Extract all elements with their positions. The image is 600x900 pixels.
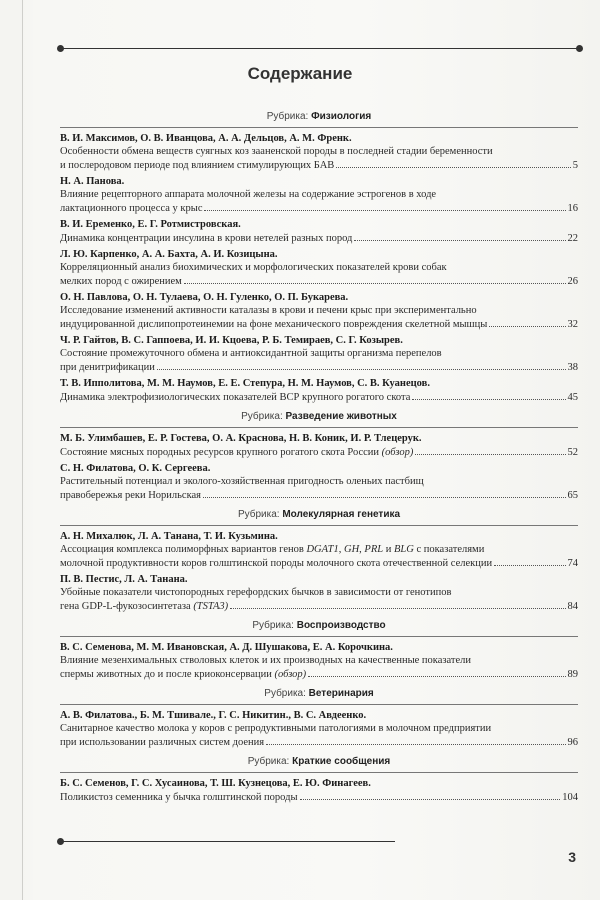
entry-title-note: (обзор) bbox=[274, 669, 307, 680]
rubric-prefix: Рубрика: bbox=[237, 509, 280, 520]
rubric-prefix: Рубрика: bbox=[247, 756, 290, 767]
rubric-prefix: Рубрика: bbox=[266, 111, 309, 122]
entry-page-number: 52 bbox=[567, 447, 578, 458]
entry-title-line: Особенности обмена веществ суягных коз зааненской породы в последней стадии беременности bbox=[60, 146, 493, 157]
entry-page-number: 96 bbox=[567, 737, 578, 748]
entry-title-end bbox=[60, 791, 298, 804]
entry-title-text: при использовании различных систем доения bbox=[60, 737, 265, 748]
entry-title-end bbox=[60, 391, 410, 404]
rubric-prefix: Рубрика: bbox=[252, 620, 294, 631]
entry-last-line bbox=[60, 360, 578, 374]
title-fragment: с показателями bbox=[413, 544, 485, 555]
entry-title-note: (обзор) bbox=[381, 447, 414, 458]
toc-entry[interactable] bbox=[60, 334, 578, 374]
dot-leader bbox=[415, 445, 565, 455]
entry-title-line: Убойные показатели чистопородных герефордских бычков в зависимости от генотипов bbox=[60, 587, 452, 598]
dot-leader bbox=[204, 201, 565, 211]
entry-last-line bbox=[60, 735, 578, 749]
entry-authors: В. И. Еременко, Е. Г. Ротмистровская. bbox=[60, 219, 241, 230]
dot-leader bbox=[489, 317, 565, 327]
gene-name: GH bbox=[344, 544, 360, 555]
previous-page-edge bbox=[0, 0, 23, 900]
entry-last-line bbox=[60, 390, 578, 404]
gene-name: DGAT1 bbox=[306, 544, 339, 555]
section-divider bbox=[60, 636, 578, 637]
top-rule-right-dot bbox=[576, 45, 583, 52]
rubric-name: Физиология bbox=[311, 111, 372, 122]
entry-title-text: лактационного процесса у крыс bbox=[60, 203, 203, 214]
entry-page-number: 84 bbox=[567, 601, 578, 612]
toc-entry[interactable] bbox=[60, 709, 578, 749]
dot-leader bbox=[494, 556, 565, 566]
entry-title-line: Растительный потенциал и эколого-хозяйственная пригодность оленьих пастбищ bbox=[60, 476, 424, 487]
dot-leader bbox=[412, 390, 565, 400]
entry-last-line bbox=[60, 556, 578, 570]
top-rule bbox=[60, 48, 580, 49]
entry-last-line bbox=[60, 599, 578, 613]
toc-entry[interactable] bbox=[60, 777, 578, 804]
rubric-heading bbox=[60, 507, 578, 522]
dot-leader bbox=[266, 735, 565, 745]
toc-entry[interactable] bbox=[60, 530, 578, 570]
entry-page-number: 5 bbox=[572, 160, 578, 171]
entry-title-text: индуцированной дислипопротеинемии на фоне механического повреждения скелетной мышцы bbox=[60, 319, 488, 330]
entry-title-end bbox=[60, 232, 352, 245]
title-fragment: и bbox=[383, 544, 394, 555]
entry-title-text: молочной продуктивности коров голштинской породы молочного скота отечественной селекции bbox=[60, 558, 493, 569]
toc-entry[interactable] bbox=[60, 175, 578, 215]
entry-title-text: спермы животных до и после криоконсервации bbox=[60, 669, 272, 680]
rubric-name: Разведение животных bbox=[285, 411, 397, 422]
entry-authors: Т. В. Ипполитова, М. М. Наумов, Е. Е. Степура, Н. М. Наумов, С. В. Куанецов. bbox=[60, 378, 430, 389]
entry-title-text: Состояние мясных породных ресурсов крупного рогатого скота России bbox=[60, 447, 380, 458]
dot-leader bbox=[230, 599, 565, 609]
dot-leader bbox=[354, 231, 565, 241]
entry-title-text: при денитрификации bbox=[60, 362, 155, 373]
toc-entry[interactable] bbox=[60, 377, 578, 404]
entry-title-text: Поликистоз семенника у бычка голштинской породы bbox=[60, 792, 298, 803]
entry-last-line bbox=[60, 231, 578, 245]
bottom-rule-dot bbox=[57, 838, 64, 845]
section-divider bbox=[60, 704, 578, 705]
toc-entry[interactable] bbox=[60, 432, 578, 459]
entry-title-line bbox=[60, 543, 578, 556]
entry-title-text: и послеродовом периоде под влиянием стимулирующих БАВ bbox=[60, 160, 335, 171]
entry-page-number: 22 bbox=[567, 233, 578, 244]
entry-title-end bbox=[60, 668, 306, 681]
entry-title-line: Состояние промежуточного обмена и антиоксидантной защиты организма перепелов bbox=[60, 348, 442, 359]
title-fragment: , bbox=[359, 544, 365, 555]
entry-authors: О. Н. Павлова, О. Н. Тулаева, О. Н. Гуленко, О. П. Букарева. bbox=[60, 292, 349, 303]
entry-title-end bbox=[60, 361, 155, 374]
dot-leader bbox=[184, 274, 566, 284]
entry-authors: Б. С. Семенов, Г. С. Хусаинова, Т. Ш. Кузнецова, Е. Ю. Финагеев. bbox=[60, 778, 371, 789]
entry-title-line: Исследование изменений активности каталазы в крови и печени крыс при экспериментально bbox=[60, 305, 477, 316]
entry-page-number: 45 bbox=[567, 392, 578, 403]
entry-last-line bbox=[60, 158, 578, 172]
entry-title-end bbox=[60, 318, 487, 331]
entry-title-text: Динамика электрофизиологических показателей ВСР крупного рогатого скота bbox=[60, 392, 411, 403]
entry-title-end bbox=[60, 275, 182, 288]
rubric-heading bbox=[60, 409, 578, 424]
entry-page-number: 65 bbox=[567, 490, 578, 501]
dot-leader bbox=[336, 158, 570, 168]
rubric-prefix: Рубрика: bbox=[241, 411, 283, 422]
dot-leader bbox=[300, 790, 561, 800]
entry-last-line bbox=[60, 488, 578, 502]
entry-title-end bbox=[60, 202, 202, 215]
entry-authors: В. С. Семенова, М. М. Ивановская, А. Д. Шушакова, Е. А. Корочкина. bbox=[60, 642, 393, 653]
entry-title-line: Влияние мезенхимальных стволовых клеток и их производных на качественные показатели bbox=[60, 655, 472, 666]
entry-page-number: 26 bbox=[567, 276, 578, 287]
toc-entry[interactable] bbox=[60, 641, 578, 681]
entry-last-line bbox=[60, 201, 578, 215]
top-rule-left-dot bbox=[57, 45, 64, 52]
entry-title-end bbox=[60, 736, 264, 749]
entry-page-number: 32 bbox=[567, 319, 578, 330]
bottom-rule bbox=[60, 841, 395, 842]
entry-page-number: 38 bbox=[567, 362, 578, 373]
table-of-contents bbox=[60, 104, 578, 807]
entry-last-line bbox=[60, 317, 578, 331]
entry-authors: Ч. Р. Гайтов, В. С. Гаппоева, И. И. Кцоева, Р. Б. Темираев, С. Г. Козырев. bbox=[60, 335, 403, 346]
rubric-heading bbox=[60, 686, 578, 701]
section-divider bbox=[60, 772, 578, 773]
rubric-name: Краткие сообщения bbox=[292, 756, 391, 767]
entry-authors: М. Б. Улимбашев, Е. Р. Гостева, О. А. Краснова, Н. В. Коник, И. Р. Тлецерук. bbox=[60, 433, 422, 444]
entry-authors: С. Н. Филатова, О. К. Сергеева. bbox=[60, 463, 211, 474]
entry-page-number: 104 bbox=[562, 792, 578, 803]
toc-entry[interactable] bbox=[60, 248, 578, 288]
entry-page-number: 89 bbox=[567, 669, 578, 680]
title-fragment: , bbox=[338, 544, 344, 555]
entry-title-note: (TSTA3) bbox=[193, 601, 229, 612]
title-fragment: Ассоциация комплекса полиморфных вариантов генов bbox=[60, 544, 307, 555]
entry-last-line bbox=[60, 667, 578, 681]
toc-entry[interactable] bbox=[60, 132, 578, 172]
entry-last-line bbox=[60, 274, 578, 288]
entry-authors: А. В. Филатова., Б. М. Тшивале., Г. С. Никитин., В. С. Авдеенко. bbox=[60, 710, 367, 721]
entry-title-end bbox=[60, 489, 201, 502]
dot-leader bbox=[203, 488, 565, 498]
entry-authors: Н. А. Панова. bbox=[60, 176, 125, 187]
entry-title-line: Влияние рецепторного аппарата молочной железы на содержание эстрогенов в ходе bbox=[60, 189, 437, 200]
entry-authors: А. Н. Михалюк, Л. А. Танана, Т. И. Кузьмина. bbox=[60, 531, 278, 542]
entry-page-number: 16 bbox=[567, 203, 578, 214]
entry-title-text: правобережья реки Норильская bbox=[60, 490, 202, 501]
entry-last-line bbox=[60, 445, 578, 459]
section-divider bbox=[60, 427, 578, 428]
toc-entry[interactable] bbox=[60, 291, 578, 331]
gene-name: PRL bbox=[364, 544, 384, 555]
rubric-name: Молекулярная генетика bbox=[282, 509, 401, 520]
entry-authors: В. И. Максимов, О. В. Иванцова, А. А. Дельцов, А. М. Френк. bbox=[60, 133, 352, 144]
entry-title-text: Динамика концентрации инсулина в крови нетелей разных пород bbox=[60, 233, 353, 244]
entry-title-end bbox=[60, 159, 334, 172]
entry-last-line bbox=[60, 790, 578, 804]
rubric-prefix: Рубрика: bbox=[264, 688, 306, 699]
page-title: Содержание bbox=[247, 64, 353, 83]
entry-title-line: Корреляционный анализ биохимических и морфологических показателей крови собак bbox=[60, 262, 447, 273]
rubric-name: Ветеринария bbox=[308, 688, 374, 699]
page-number: 3 bbox=[568, 849, 576, 865]
dot-leader bbox=[308, 667, 565, 677]
rubric-heading bbox=[60, 618, 578, 633]
entry-authors: П. В. Пестис, Л. А. Танана. bbox=[60, 574, 188, 585]
dot-leader bbox=[157, 360, 566, 370]
section-divider bbox=[60, 525, 578, 526]
rubric-heading bbox=[60, 109, 578, 124]
rubric-name: Воспроизводство bbox=[296, 620, 386, 631]
entry-title-end bbox=[60, 446, 413, 459]
entry-title-text: мелких пород с ожирением bbox=[60, 276, 182, 287]
toc-entry[interactable] bbox=[60, 573, 578, 613]
entry-title-line: Санитарное качество молока у коров с репродуктивными патологиями в молочном предприятии bbox=[60, 723, 492, 734]
toc-entry[interactable] bbox=[60, 462, 578, 502]
gene-name: BLG bbox=[393, 544, 414, 555]
entry-title-end bbox=[60, 600, 228, 613]
rubric-heading bbox=[60, 754, 578, 769]
toc-entry[interactable] bbox=[60, 218, 578, 245]
entry-authors: Л. Ю. Карпенко, А. А. Бахта, А. И. Козицына. bbox=[60, 249, 278, 260]
section-divider bbox=[60, 127, 578, 128]
entry-title-text: гена GDP-L-фукозосинтетаза bbox=[60, 601, 191, 612]
entry-title-end bbox=[60, 557, 492, 570]
entry-page-number: 74 bbox=[567, 558, 578, 569]
